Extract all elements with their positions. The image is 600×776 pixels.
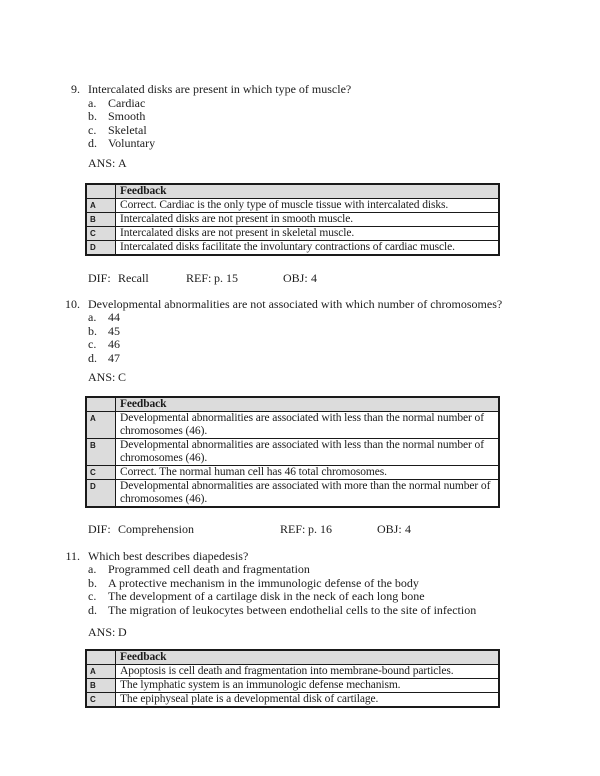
feedback-header: Feedback [116, 397, 500, 412]
obj-label: OBJ: [283, 271, 308, 285]
question-number: 10. [65, 296, 80, 311]
feedback-letter-cell: B [86, 213, 116, 227]
feedback-text: The epiphyseal plate is a developmental disk of cartilage. [116, 693, 500, 708]
table-row [86, 693, 499, 708]
feedback-text: Intercalated disks are not present in skeletal muscle. [116, 227, 500, 241]
table-row [86, 227, 499, 241]
question-text: Intercalated disks are present in which type of muscle? [88, 82, 352, 96]
feedback-table [85, 649, 500, 708]
feedback-text: Intercalated disks are not present in smooth muscle. [116, 213, 500, 227]
dif-value: Comprehension [118, 521, 194, 536]
feedback-corner-cell [86, 397, 116, 412]
option-letter: c. [88, 337, 97, 351]
feedback-corner-cell [86, 650, 116, 665]
feedback-letter-cell: C [86, 465, 116, 479]
feedback-header-row [86, 184, 499, 199]
options-list [88, 311, 600, 365]
dif-segment [88, 523, 280, 537]
feedback-text: Correct. The normal human cell has 46 total chromosomes. [116, 465, 500, 479]
option-text: The migration of leukocytes between endothelial cells to the site of infection [108, 602, 477, 617]
feedback-header-row [86, 397, 499, 412]
feedback-table [85, 396, 500, 508]
table-row [86, 679, 499, 693]
option-text: Skeletal [108, 122, 147, 137]
dif-value: Recall [118, 271, 149, 285]
feedback-text: Developmental abnormalities are associated with more than the normal number of chromosomes (46). [116, 479, 500, 507]
feedback-header: Feedback [116, 650, 500, 665]
option-text: A protective mechanism in the immunologic defense of the body [108, 575, 419, 590]
answer-label: ANS: [88, 624, 116, 639]
option-letter: b. [88, 109, 97, 123]
options-list [88, 97, 600, 151]
option-letter: d. [88, 136, 97, 150]
option-a [88, 311, 600, 325]
table-row [86, 665, 499, 679]
table-row [86, 465, 499, 479]
ref-segment [280, 523, 377, 537]
question-line [60, 298, 600, 312]
option-b [88, 110, 600, 124]
obj-segment [283, 272, 317, 286]
option-text: 44 [108, 310, 120, 324]
dif-label: DIF: [88, 271, 111, 285]
option-letter: c. [88, 589, 97, 603]
table-row [86, 438, 499, 465]
option-c [88, 590, 600, 604]
option-text: Cardiac [108, 95, 146, 110]
option-letter: b. [88, 575, 97, 590]
obj-value: 4 [405, 521, 411, 536]
feedback-text: The lymphatic system is an immunologic defense mechanism. [116, 679, 500, 693]
feedback-letter-cell: C [86, 227, 116, 241]
option-a [88, 97, 600, 111]
feedback-letter-cell: C [86, 693, 116, 708]
question-number: 11. [65, 548, 80, 563]
option-text: 47 [108, 350, 120, 365]
table-row [86, 411, 499, 438]
option-text: Programmed cell death and fragmentation [108, 562, 310, 576]
option-d [88, 604, 600, 618]
option-text: Smooth [108, 109, 146, 123]
feedback-letter-cell: A [86, 665, 116, 679]
option-d [88, 137, 600, 151]
feedback-table [85, 183, 500, 256]
feedback-header-row [86, 650, 499, 665]
answer-line [88, 371, 600, 385]
answer-label: ANS: [88, 155, 116, 170]
feedback-letter-cell: A [86, 411, 116, 438]
option-d [88, 352, 600, 366]
table-row [86, 479, 499, 507]
obj-value: 4 [311, 271, 317, 285]
answer-value: C [118, 370, 127, 384]
option-text: 45 [108, 323, 120, 338]
dif-label: DIF: [88, 521, 111, 536]
feedback-header: Feedback [116, 184, 500, 199]
option-c [88, 124, 600, 138]
feedback-text: Apoptosis is cell death and fragmentation into membrane-bound particles. [116, 665, 500, 679]
option-b [88, 577, 600, 591]
feedback-letter-cell: B [86, 438, 116, 465]
answer-line [88, 626, 600, 640]
dif-segment [88, 272, 186, 286]
question-line [60, 83, 600, 97]
option-letter: a. [88, 95, 97, 110]
option-text: 46 [108, 337, 120, 351]
option-a [88, 563, 600, 577]
answer-label: ANS: [88, 370, 116, 384]
feedback-letter-cell: D [86, 241, 116, 256]
feedback-text: Correct. Cardiac is the only type of muscle tissue with intercalated disks. [116, 199, 500, 213]
option-letter: a. [88, 562, 97, 576]
option-b [88, 325, 600, 339]
option-text: The development of a cartilage disk in the neck of each long bone [108, 589, 425, 603]
obj-segment [377, 523, 411, 537]
ref-value: p. 16 [308, 521, 332, 536]
question-text: Which best describes diapedesis? [88, 548, 249, 563]
question-number: 9. [71, 82, 80, 96]
table-row [86, 241, 499, 256]
answer-value: D [118, 624, 127, 639]
option-letter: a. [88, 310, 97, 324]
options-list [88, 563, 600, 617]
answer-line [88, 157, 600, 171]
option-c [88, 338, 600, 352]
ref-value: p. 15 [214, 271, 238, 285]
question-block-11 [0, 550, 600, 709]
option-text: Voluntary [108, 136, 156, 150]
ref-label: REF: [186, 271, 212, 285]
table-row [86, 199, 499, 213]
question-text: Developmental abnormalities are not associated with which number of chromosomes? [88, 296, 503, 311]
option-letter: d. [88, 602, 97, 617]
ref-segment [186, 272, 283, 286]
option-letter: c. [88, 122, 97, 137]
option-letter: b. [88, 323, 97, 338]
question-block-10 [0, 298, 600, 537]
feedback-corner-cell [86, 184, 116, 199]
feedback-text: Developmental abnormalities are associated with less than the normal number of chromosomes (46). [116, 411, 500, 438]
feedback-letter-cell: A [86, 199, 116, 213]
question-line [60, 550, 600, 564]
meta-line [88, 523, 600, 537]
option-letter: d. [88, 350, 97, 365]
ref-label: REF: [280, 521, 306, 536]
table-row [86, 213, 499, 227]
feedback-letter-cell: B [86, 679, 116, 693]
feedback-text: Developmental abnormalities are associated with less than the normal number of chromosomes (46). [116, 438, 500, 465]
feedback-text: Intercalated disks facilitate the involuntary contractions of cardiac muscle. [116, 241, 500, 256]
meta-line [88, 272, 600, 286]
answer-value: A [118, 155, 127, 170]
obj-label: OBJ: [377, 521, 402, 536]
feedback-letter-cell: D [86, 479, 116, 507]
question-block-9 [0, 83, 600, 286]
